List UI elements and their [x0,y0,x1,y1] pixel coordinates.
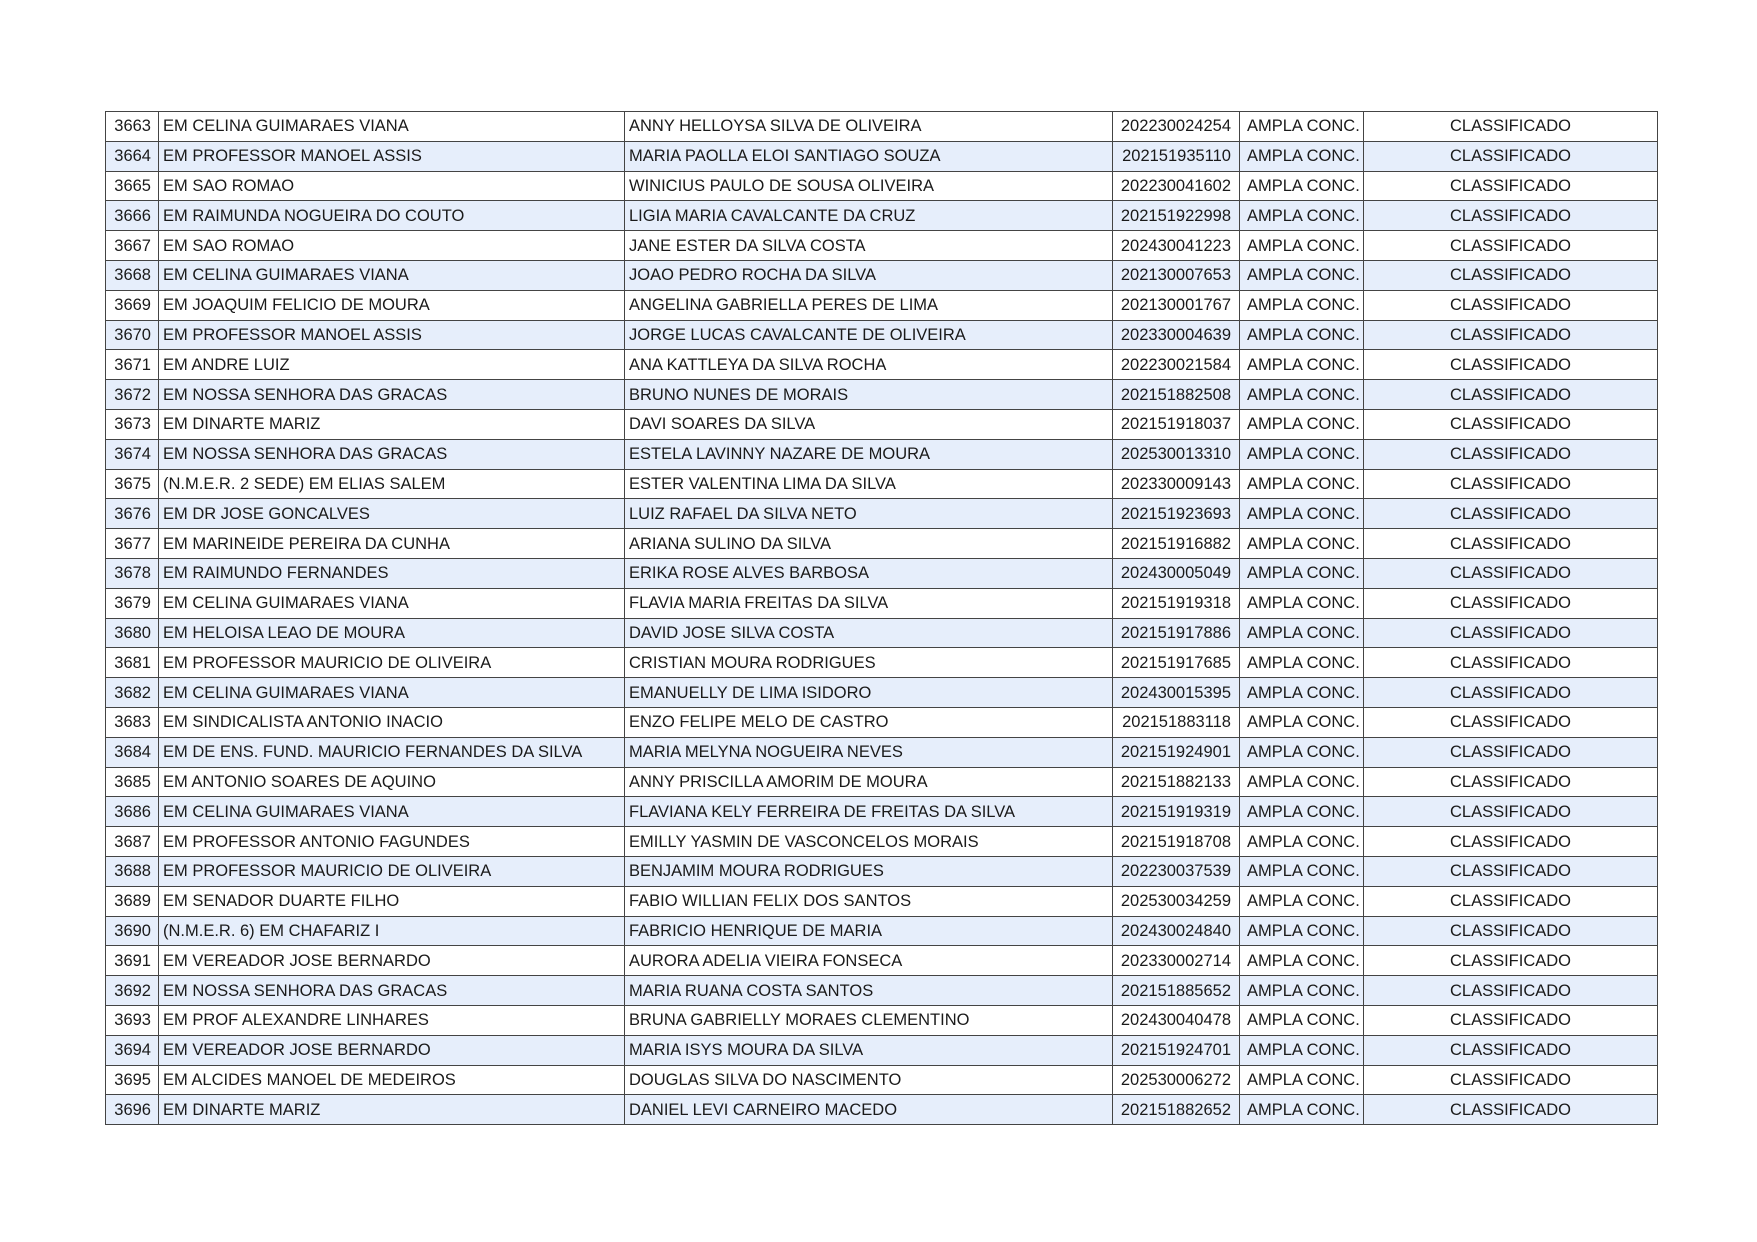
school-name: EM CELINA GUIMARAES VIANA [159,260,625,290]
registration-number: 202230041602 [1113,171,1240,201]
competition-type: AMPLA CONC. [1240,290,1364,320]
row-number: 3685 [106,767,159,797]
school-name: EM JOAQUIM FELICIO DE MOURA [159,290,625,320]
school-name: EM NOSSA SENHORA DAS GRACAS [159,976,625,1006]
competition-type: AMPLA CONC. [1240,976,1364,1006]
row-number: 3669 [106,290,159,320]
registration-number: 202330009143 [1113,469,1240,499]
competition-type: AMPLA CONC. [1240,618,1364,648]
competition-type: AMPLA CONC. [1240,946,1364,976]
student-name: ANNY PRISCILLA AMORIM DE MOURA [625,767,1113,797]
table-row [106,558,1658,588]
student-name: MARIA MELYNA NOGUEIRA NEVES [625,737,1113,767]
school-name: EM ANTONIO SOARES DE AQUINO [159,767,625,797]
table-row [106,112,1658,142]
registration-number: 202430015395 [1113,678,1240,708]
table-row [106,797,1658,827]
status-label: CLASSIFICADO [1364,946,1658,976]
competition-type: AMPLA CONC. [1240,112,1364,142]
registration-number: 202430024840 [1113,916,1240,946]
row-number: 3668 [106,260,159,290]
status-label: CLASSIFICADO [1364,797,1658,827]
competition-type: AMPLA CONC. [1240,558,1364,588]
competition-type: AMPLA CONC. [1240,380,1364,410]
competition-type: AMPLA CONC. [1240,1095,1364,1125]
competition-type: AMPLA CONC. [1240,648,1364,678]
school-name: EM DR JOSE GONCALVES [159,499,625,529]
table-row [106,737,1658,767]
school-name: EM ALCIDES MANOEL DE MEDEIROS [159,1065,625,1095]
competition-type: AMPLA CONC. [1240,320,1364,350]
registration-number: 202151922998 [1113,201,1240,231]
student-name: MARIA ISYS MOURA DA SILVA [625,1035,1113,1065]
competition-type: AMPLA CONC. [1240,260,1364,290]
status-label: CLASSIFICADO [1364,976,1658,1006]
school-name: EM DINARTE MARIZ [159,409,625,439]
table-row [106,409,1658,439]
table-row [106,231,1658,261]
status-label: CLASSIFICADO [1364,648,1658,678]
row-number: 3695 [106,1065,159,1095]
row-number: 3665 [106,171,159,201]
row-number: 3690 [106,916,159,946]
student-name: FLAVIA MARIA FREITAS DA SILVA [625,588,1113,618]
competition-type: AMPLA CONC. [1240,767,1364,797]
student-name: AURORA ADELIA VIEIRA FONSECA [625,946,1113,976]
row-number: 3679 [106,588,159,618]
row-number: 3682 [106,678,159,708]
row-number: 3684 [106,737,159,767]
row-number: 3689 [106,886,159,916]
row-number: 3674 [106,439,159,469]
row-number: 3687 [106,827,159,857]
school-name: EM DE ENS. FUND. MAURICIO FERNANDES DA SILVA [159,737,625,767]
registration-number: 202151916882 [1113,529,1240,559]
status-label: CLASSIFICADO [1364,231,1658,261]
registration-number: 202151918708 [1113,827,1240,857]
table-row [106,886,1658,916]
student-name: ANGELINA GABRIELLA PERES DE LIMA [625,290,1113,320]
table-row [106,588,1658,618]
row-number: 3696 [106,1095,159,1125]
competition-type: AMPLA CONC. [1240,856,1364,886]
registration-number: 202151924701 [1113,1035,1240,1065]
status-label: CLASSIFICADO [1364,469,1658,499]
table-row [106,1065,1658,1095]
status-label: CLASSIFICADO [1364,856,1658,886]
school-name: EM SENADOR DUARTE FILHO [159,886,625,916]
school-name: EM PROFESSOR MAURICIO DE OLIVEIRA [159,856,625,886]
registration-number: 202151919319 [1113,797,1240,827]
table-row [106,1095,1658,1125]
student-name: DAVID JOSE SILVA COSTA [625,618,1113,648]
school-name: EM VEREADOR JOSE BERNARDO [159,1035,625,1065]
status-label: CLASSIFICADO [1364,350,1658,380]
status-label: CLASSIFICADO [1364,141,1658,171]
row-number: 3693 [106,1005,159,1035]
row-number: 3675 [106,469,159,499]
student-name: JANE ESTER DA SILVA COSTA [625,231,1113,261]
registration-number: 202330004639 [1113,320,1240,350]
table-row [106,380,1658,410]
registration-number: 202230021584 [1113,350,1240,380]
school-name: EM VEREADOR JOSE BERNARDO [159,946,625,976]
school-name: EM NOSSA SENHORA DAS GRACAS [159,439,625,469]
school-name: EM CELINA GUIMARAES VIANA [159,797,625,827]
competition-type: AMPLA CONC. [1240,886,1364,916]
row-number: 3680 [106,618,159,648]
row-number: 3681 [106,648,159,678]
table-row [106,469,1658,499]
status-label: CLASSIFICADO [1364,439,1658,469]
school-name: EM CELINA GUIMARAES VIANA [159,112,625,142]
registration-number: 202230037539 [1113,856,1240,886]
competition-type: AMPLA CONC. [1240,409,1364,439]
competition-type: AMPLA CONC. [1240,707,1364,737]
registration-number: 202430005049 [1113,558,1240,588]
classification-table [105,111,1658,1125]
student-name: DAVI SOARES DA SILVA [625,409,1113,439]
competition-type: AMPLA CONC. [1240,469,1364,499]
school-name: EM DINARTE MARIZ [159,1095,625,1125]
row-number: 3692 [106,976,159,1006]
table-row [106,1035,1658,1065]
table-row [106,201,1658,231]
school-name: EM PROFESSOR MANOEL ASSIS [159,141,625,171]
status-label: CLASSIFICADO [1364,588,1658,618]
student-name: ANA KATTLEYA DA SILVA ROCHA [625,350,1113,380]
table-row [106,350,1658,380]
school-name: EM MARINEIDE PEREIRA DA CUNHA [159,529,625,559]
row-number: 3671 [106,350,159,380]
school-name: EM HELOISA LEAO DE MOURA [159,618,625,648]
registration-number: 202151882133 [1113,767,1240,797]
row-number: 3691 [106,946,159,976]
competition-type: AMPLA CONC. [1240,231,1364,261]
registration-number: 202430041223 [1113,231,1240,261]
status-label: CLASSIFICADO [1364,916,1658,946]
school-name: (N.M.E.R. 6) EM CHAFARIZ I [159,916,625,946]
row-number: 3672 [106,380,159,410]
student-name: ERIKA ROSE ALVES BARBOSA [625,558,1113,588]
competition-type: AMPLA CONC. [1240,529,1364,559]
table-row [106,1005,1658,1035]
student-name: DANIEL LEVI CARNEIRO MACEDO [625,1095,1113,1125]
row-number: 3683 [106,707,159,737]
row-number: 3688 [106,856,159,886]
table-row [106,648,1658,678]
student-name: DOUGLAS SILVA DO NASCIMENTO [625,1065,1113,1095]
student-name: LIGIA MARIA CAVALCANTE DA CRUZ [625,201,1113,231]
student-name: ENZO FELIPE MELO DE CASTRO [625,707,1113,737]
competition-type: AMPLA CONC. [1240,827,1364,857]
student-name: CRISTIAN MOURA RODRIGUES [625,648,1113,678]
row-number: 3694 [106,1035,159,1065]
student-name: MARIA PAOLLA ELOI SANTIAGO SOUZA [625,141,1113,171]
status-label: CLASSIFICADO [1364,1005,1658,1035]
competition-type: AMPLA CONC. [1240,1065,1364,1095]
student-name: JORGE LUCAS CAVALCANTE DE OLIVEIRA [625,320,1113,350]
school-name: EM PROFESSOR ANTONIO FAGUNDES [159,827,625,857]
school-name: EM NOSSA SENHORA DAS GRACAS [159,380,625,410]
competition-type: AMPLA CONC. [1240,499,1364,529]
registration-number: 202530013310 [1113,439,1240,469]
row-number: 3678 [106,558,159,588]
table-row [106,529,1658,559]
competition-type: AMPLA CONC. [1240,141,1364,171]
status-label: CLASSIFICADO [1364,201,1658,231]
row-number: 3673 [106,409,159,439]
table-row [106,976,1658,1006]
registration-number: 202151935110 [1113,141,1240,171]
competition-type: AMPLA CONC. [1240,737,1364,767]
registration-number: 202430040478 [1113,1005,1240,1035]
registration-number: 202130001767 [1113,290,1240,320]
student-name: ESTELA LAVINNY NAZARE DE MOURA [625,439,1113,469]
table-row [106,618,1658,648]
status-label: CLASSIFICADO [1364,529,1658,559]
student-name: EMANUELLY DE LIMA ISIDORO [625,678,1113,708]
student-name: MARIA RUANA COSTA SANTOS [625,976,1113,1006]
school-name: (N.M.E.R. 2 SEDE) EM ELIAS SALEM [159,469,625,499]
competition-type: AMPLA CONC. [1240,588,1364,618]
student-name: BRUNA GABRIELLY MORAES CLEMENTINO [625,1005,1113,1035]
status-label: CLASSIFICADO [1364,827,1658,857]
row-number: 3677 [106,529,159,559]
row-number: 3676 [106,499,159,529]
status-label: CLASSIFICADO [1364,499,1658,529]
status-label: CLASSIFICADO [1364,737,1658,767]
row-number: 3686 [106,797,159,827]
competition-type: AMPLA CONC. [1240,1035,1364,1065]
registration-number: 202151917685 [1113,648,1240,678]
status-label: CLASSIFICADO [1364,618,1658,648]
school-name: EM RAIMUNDA NOGUEIRA DO COUTO [159,201,625,231]
table-row [106,171,1658,201]
table-row [106,856,1658,886]
student-name: WINICIUS PAULO DE SOUSA OLIVEIRA [625,171,1113,201]
school-name: EM PROFESSOR MANOEL ASSIS [159,320,625,350]
table-row [106,678,1658,708]
student-name: LUIZ RAFAEL DA SILVA NETO [625,499,1113,529]
status-label: CLASSIFICADO [1364,558,1658,588]
registration-number: 202151882652 [1113,1095,1240,1125]
table-row [106,946,1658,976]
status-label: CLASSIFICADO [1364,1095,1658,1125]
registration-number: 202151924901 [1113,737,1240,767]
registration-number: 202151918037 [1113,409,1240,439]
status-label: CLASSIFICADO [1364,112,1658,142]
student-name: ANNY HELLOYSA SILVA DE OLIVEIRA [625,112,1113,142]
registration-number: 202151923693 [1113,499,1240,529]
table-row [106,707,1658,737]
status-label: CLASSIFICADO [1364,380,1658,410]
competition-type: AMPLA CONC. [1240,678,1364,708]
student-name: FLAVIANA KELY FERREIRA DE FREITAS DA SILVA [625,797,1113,827]
status-label: CLASSIFICADO [1364,290,1658,320]
student-name: EMILLY YASMIN DE VASCONCELOS MORAIS [625,827,1113,857]
row-number: 3664 [106,141,159,171]
status-label: CLASSIFICADO [1364,707,1658,737]
competition-type: AMPLA CONC. [1240,439,1364,469]
row-number: 3666 [106,201,159,231]
school-name: EM RAIMUNDO FERNANDES [159,558,625,588]
table-row [106,499,1658,529]
registration-number: 202151885652 [1113,976,1240,1006]
status-label: CLASSIFICADO [1364,767,1658,797]
student-name: JOAO PEDRO ROCHA DA SILVA [625,260,1113,290]
registration-number: 202151919318 [1113,588,1240,618]
row-number: 3663 [106,112,159,142]
competition-type: AMPLA CONC. [1240,171,1364,201]
table-row [106,767,1658,797]
table-row [106,260,1658,290]
table-row [106,290,1658,320]
competition-type: AMPLA CONC. [1240,350,1364,380]
competition-type: AMPLA CONC. [1240,201,1364,231]
competition-type: AMPLA CONC. [1240,1005,1364,1035]
student-name: BENJAMIM MOURA RODRIGUES [625,856,1113,886]
school-name: EM SAO ROMAO [159,231,625,261]
school-name: EM SAO ROMAO [159,171,625,201]
student-name: ESTER VALENTINA LIMA DA SILVA [625,469,1113,499]
table-row [106,916,1658,946]
registration-number: 202151917886 [1113,618,1240,648]
status-label: CLASSIFICADO [1364,886,1658,916]
status-label: CLASSIFICADO [1364,171,1658,201]
school-name: EM PROFESSOR MAURICIO DE OLIVEIRA [159,648,625,678]
registration-number: 202330002714 [1113,946,1240,976]
competition-type: AMPLA CONC. [1240,797,1364,827]
table-row [106,827,1658,857]
school-name: EM CELINA GUIMARAES VIANA [159,678,625,708]
school-name: EM SINDICALISTA ANTONIO INACIO [159,707,625,737]
status-label: CLASSIFICADO [1364,409,1658,439]
student-name: BRUNO NUNES DE MORAIS [625,380,1113,410]
table-row [106,141,1658,171]
student-name: FABIO WILLIAN FELIX DOS SANTOS [625,886,1113,916]
school-name: EM PROF ALEXANDRE LINHARES [159,1005,625,1035]
registration-number: 202151883118 [1113,707,1240,737]
row-number: 3670 [106,320,159,350]
student-name: ARIANA SULINO DA SILVA [625,529,1113,559]
status-label: CLASSIFICADO [1364,678,1658,708]
status-label: CLASSIFICADO [1364,260,1658,290]
registration-number: 202530034259 [1113,886,1240,916]
table-row [106,320,1658,350]
status-label: CLASSIFICADO [1364,320,1658,350]
school-name: EM CELINA GUIMARAES VIANA [159,588,625,618]
status-label: CLASSIFICADO [1364,1065,1658,1095]
row-number: 3667 [106,231,159,261]
registration-number: 202130007653 [1113,260,1240,290]
student-name: FABRICIO HENRIQUE DE MARIA [625,916,1113,946]
school-name: EM ANDRE LUIZ [159,350,625,380]
table-row [106,439,1658,469]
registration-number: 202151882508 [1113,380,1240,410]
table-body [106,112,1658,1125]
status-label: CLASSIFICADO [1364,1035,1658,1065]
registration-number: 202530006272 [1113,1065,1240,1095]
competition-type: AMPLA CONC. [1240,916,1364,946]
registration-number: 202230024254 [1113,112,1240,142]
